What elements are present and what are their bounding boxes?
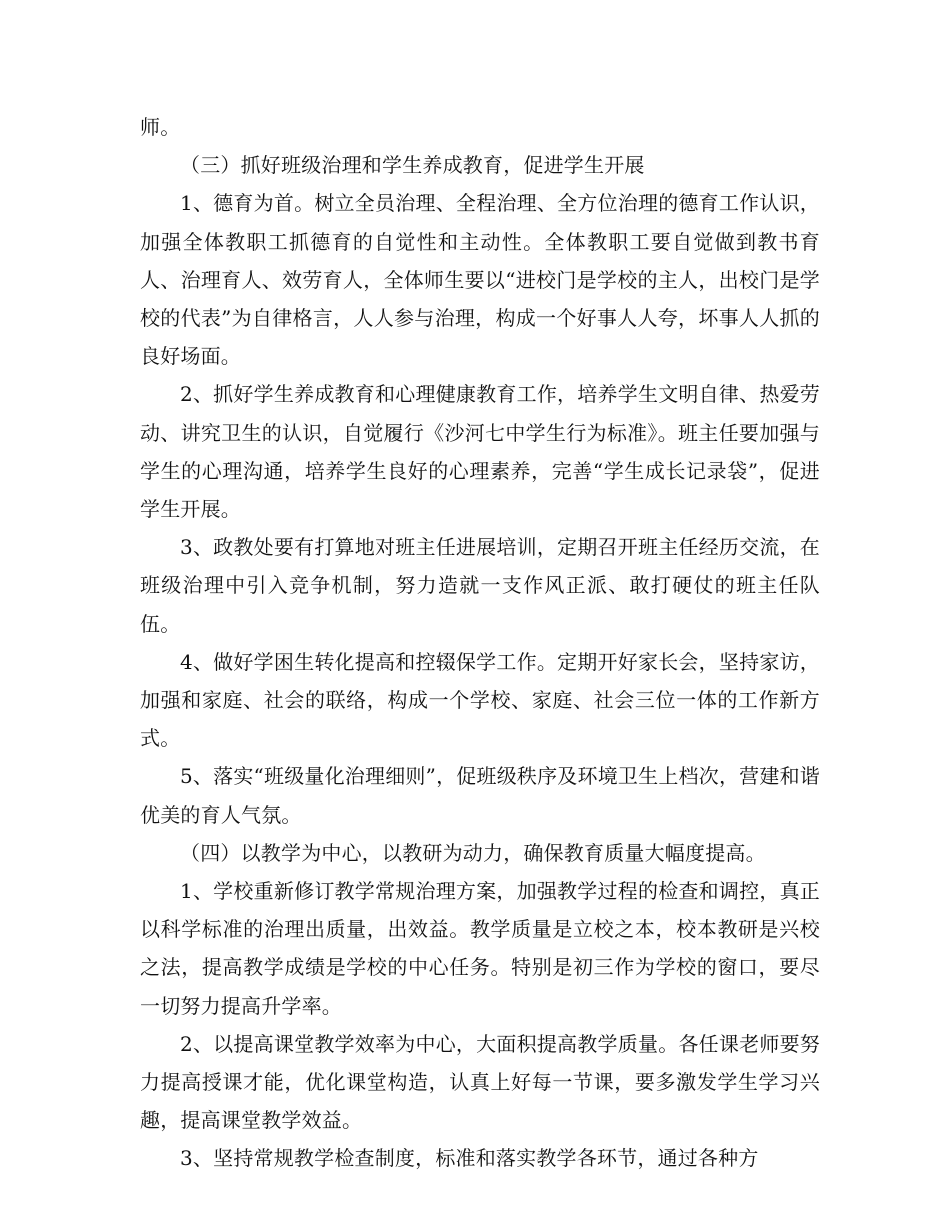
- document-body: [140, 108, 820, 1178]
- paragraph-habit-education: 2、抓好学生养成教育和心理健康教育工作，培养学生文明自律、热爱劳动、讲究卫生的认识，自觉履行《沙河七中学生行为标准》。班主任要加强与学生的心理沟通，培养学生良好的心理素养，完善“学生成长记录袋”，促进学生开展。: [140, 382, 820, 522]
- section-heading-3: （三）抓好班级治理和学生养成教育，促进学生开展: [180, 153, 645, 178]
- paragraph-0: 师。: [140, 115, 181, 139]
- paragraph-teacher-training: 3、政教处要有打算地对班主任进展培训，定期召开班主任经历交流，在班级治理中引入竞争机制，努力造就一支作风正派、敢打硬仗的班主任队伍。: [140, 535, 820, 636]
- paragraph-inspection: 3、坚持常规教学检查制度，标准和落实教学各环节，通过各种方: [180, 1146, 759, 1171]
- paragraph-teaching-plan: 1、学校重新修订教学常规治理方案，加强教学过程的检查和调控，真正以科学标准的治理出质量，出效益。教学质量是立校之本，校本教研是兴校之法，提高教学成绩是学校的中心任务。特别是初三作为学校的窗口，要尽一切努力提高升学率。: [140, 879, 820, 1018]
- section-heading-4: （四）以教学为中心，以教研为动力，确保教育质量大幅度提高。: [180, 840, 766, 865]
- paragraph-class-rules: 5、落实“班级量化治理细则”，促班级秩序及环境卫生上档次，营建和谐优美的育人气氛。: [140, 764, 820, 827]
- paragraph-classroom-efficiency: 2、以提高课堂教学效率为中心，大面积提高教学质量。各任课老师要努力提高授课才能，优化课堂构造，认真上好每一节课，要多激发学生学习兴趣，提高课堂教学效益。: [140, 1031, 820, 1133]
- paragraph-student-support: 4、做好学困生转化提高和控辍保学工作。定期开好家长会，坚持家访，加强和家庭、社会的联络，构成一个学校、家庭、社会三位一体的工作新方式。: [140, 649, 820, 751]
- paragraph-moral-education: 1、德育为首。树立全员治理、全程治理、全方位治理的德育工作认识，加强全体教职工抓德育的自觉性和主动性。全体教职工要自觉做到教书育人、治理育人、效劳育人，全体师生要以“进校门是学校的主人，出校门是学校的代表”为自律格言，人人参与治理，构成一个好事人人夸，坏事人人抓的良好场面。: [140, 191, 820, 369]
